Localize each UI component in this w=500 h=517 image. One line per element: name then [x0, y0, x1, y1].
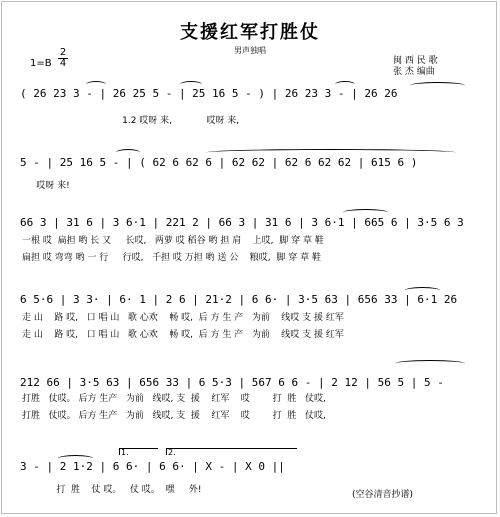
lyric-line: 1.2 哎呀 来, 哎呀 来,: [22, 116, 240, 126]
credits: [393, 56, 438, 78]
notation-system: ( 26 23 3 - | 26 25 5 - | 25 16 5 - ) | 26 23 3 - | 26 26: [20, 87, 398, 100]
slur-mark: [335, 81, 355, 88]
song-title: 支援红军打胜仗: [180, 22, 320, 43]
lyric-line: 打 胜 仗 哎。 仗 哎。 嘿 外!: [22, 485, 202, 495]
footer-note: (空谷清音抄谱): [352, 490, 414, 500]
notation-system: 212 66 | 3·5 63 | 656 33 | 6 5·3 | 567 6 6 - | 2 12 | 56 5 | 5 -: [20, 376, 444, 389]
slur-mark: [86, 81, 106, 88]
slur-mark: [180, 81, 202, 88]
notation-system: 5 - | 25 16 5 - | ( 62 6 62 6 | 62 62 | 62 6 62 62 | 615 6 ): [20, 156, 418, 169]
notation-system: 3 - | 2 1·2 | 6 6· | 6 6· | X - | X 0 ||: [20, 460, 285, 473]
slur-mark: [58, 455, 93, 462]
lyric-line: 哎呀 来!: [22, 181, 70, 191]
lyric-line: 一根 哎 扁担 哟 长 又 长哎, 两萝 哎 稻谷 哟 担 肩 上哎, 脚 穿 草 鞋: [22, 236, 324, 246]
time-bottom: 4: [59, 58, 67, 69]
lyric-line: 扁担 哎 弯弯 哟 一 行 行哎, 千担 哎 万担 哟 送 公 粮哎, 脚 穿 草 鞋: [22, 253, 321, 263]
slur-mark: [405, 287, 440, 294]
first-ending-label: 1.: [121, 448, 129, 457]
credit-line: 张 杰 编曲: [393, 67, 435, 77]
notation-system: 66 3 | 31 6 | 3 6·1 | 221 2 | 66 3 | 31 6 | 3 6·1 | 665 6 | 3·5 6 3: [20, 216, 464, 229]
slur-mark: [116, 149, 140, 156]
slur-mark: [395, 360, 465, 367]
notation-system: 6 5·6 | 3 3· | 6· 1 | 2 6 | 21·2 | 6 6· | 3·5 63 | 656 33 | 6·1 26: [20, 293, 458, 306]
performance-note: 男声独唱: [234, 46, 266, 55]
lyric-line: 走 山 路 哎, 口 唱 山 歌 心欢 畅 哎, 后 方 生 产 为前 线哎 支 援 红军: [22, 330, 344, 340]
slur-mark: [206, 149, 456, 156]
key-signature: 1=B: [30, 58, 52, 69]
slur-mark: [343, 209, 388, 216]
slur-mark: [410, 82, 465, 89]
second-ending-label: 2.: [168, 448, 176, 457]
credit-line: 闽 西 民 歌: [393, 56, 438, 66]
lyric-line: 打胜 仗哎。 后方 生产 为前 线哎, 支 援 红军 哎 打 胜 仗哎,: [22, 411, 326, 421]
lyric-line: 打胜 仗哎。 后方 生产 为前 线哎, 支 援 红军 哎 打 胜 仗哎,: [22, 394, 326, 404]
second-ending-bracket: [166, 448, 297, 455]
time-signature-line: [58, 58, 68, 59]
lyric-line: 走 山 路 哎, 口 唱 山 歌 心欢 畅 哎, 后 方 生 产 为前 线哎 支 援 红军: [22, 313, 344, 323]
time-top: 2: [59, 47, 67, 58]
